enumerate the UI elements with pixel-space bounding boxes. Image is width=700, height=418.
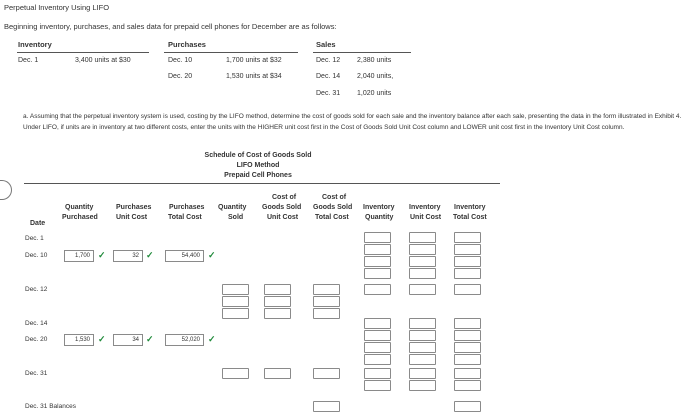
inventory-desc: 3,400 units at $30: [75, 57, 131, 64]
inventory-unit-cost-field[interactable]: [409, 284, 436, 295]
inventory-quantity-field[interactable]: [364, 330, 391, 341]
row-label-dec14: Dec. 14: [25, 320, 48, 327]
cogs-total-cost-field[interactable]: [313, 308, 340, 319]
cogs-total-cost-field[interactable]: [313, 296, 340, 307]
cogs-total-balance-field[interactable]: [313, 401, 340, 412]
inventory-quantity-field[interactable]: [364, 342, 391, 353]
col-inventory-total-cost: Total Cost: [453, 214, 487, 221]
sale-date: Dec. 12: [316, 57, 341, 64]
inventory-quantity-field[interactable]: [364, 318, 391, 329]
quantity-sold-field[interactable]: [222, 308, 249, 319]
inventory-unit-cost-field[interactable]: [409, 354, 436, 365]
inventory-quantity-field[interactable]: [364, 256, 391, 267]
question-text: a. Assuming that the perpetual inventory system is used, costing by the LIFO method, determine the cost of goods sold for each sale and the inventory balance after each sale, presenting the data in the form illustrated in Exhibit 4. Under LIFO, if units are in inventory at two different costs, enter the units with the HIGHER unit cost first in the Cost of Goods Sold Unit Cost column and LOWER unit cost first in the Inventory Unit Cost column.: [23, 113, 682, 131]
dec10-purchase-unit-cost-field[interactable]: 32: [113, 250, 143, 262]
intro-text: Beginning inventory, purchases, and sales data for prepaid cell phones for December are as follows:: [4, 22, 337, 31]
purchases-label: Purchases: [168, 40, 206, 49]
col-cogs-total-cost: Goods Sold: [313, 204, 353, 211]
col-cogs-unit-cost: Unit Cost: [267, 214, 299, 221]
inventory-quantity-field[interactable]: [364, 232, 391, 243]
inventory-rule: [17, 52, 149, 53]
inventory-total-cost-field[interactable]: [454, 318, 481, 329]
cogs-total-cost-field[interactable]: [313, 284, 340, 295]
col-cogs-total-cost: Cost of: [322, 194, 347, 201]
check-icon: ✓: [98, 334, 106, 344]
inventory-quantity-field[interactable]: [364, 354, 391, 365]
inventory-date: Dec. 1: [18, 57, 39, 64]
purchase-desc: 1,700 units at $32: [226, 57, 282, 64]
quantity-sold-field[interactable]: [222, 284, 249, 295]
col-inventory-total-cost: Inventory: [454, 204, 486, 211]
col-cogs-unit-cost: Goods Sold: [262, 204, 302, 211]
purchase-desc: 1,530 units at $34: [226, 73, 282, 80]
inventory-total-cost-field[interactable]: [454, 232, 481, 243]
col-inventory-quantity: Inventory: [363, 204, 395, 211]
col-qty-sold: Sold: [228, 214, 244, 221]
inventory-total-cost-field[interactable]: [454, 354, 481, 365]
sale-date: Dec. 14: [316, 73, 341, 80]
inventory-total-cost-field[interactable]: [454, 244, 481, 255]
row-label-dec10: Dec. 10: [25, 252, 48, 259]
inventory-quantity-field[interactable]: [364, 368, 391, 379]
col-purchase-unit-cost: Purchases: [116, 204, 152, 211]
dec10-qty-purchased-field[interactable]: 1,700: [64, 250, 94, 262]
col-inventory-unit-cost: Unit Cost: [410, 214, 442, 221]
quantity-sold-field[interactable]: [222, 296, 249, 307]
inventory-unit-cost-field[interactable]: [409, 268, 436, 279]
col-purchase-unit-cost: Unit Cost: [116, 214, 148, 221]
check-icon: ✓: [146, 250, 154, 260]
col-inventory-quantity: Quantity: [365, 214, 394, 221]
cogs-total-cost-field[interactable]: [313, 368, 340, 379]
cogs-unit-cost-field[interactable]: [264, 296, 291, 307]
row-label-dec31: Dec. 31: [25, 370, 48, 377]
inventory-label: Inventory: [18, 40, 52, 49]
col-inventory-unit-cost: Inventory: [409, 204, 441, 211]
col-purchase-total-cost: Total Cost: [168, 214, 202, 221]
inventory-quantity-field[interactable]: [364, 380, 391, 391]
inventory-total-cost-field[interactable]: [454, 368, 481, 379]
inventory-total-cost-field[interactable]: [454, 256, 481, 267]
sale-units: 1,020 units: [357, 90, 392, 97]
schedule-rule: [24, 183, 500, 184]
check-icon: ✓: [146, 334, 154, 344]
col-qty-sold: Quantity: [218, 204, 247, 211]
quantity-sold-field[interactable]: [222, 368, 249, 379]
dec10-purchase-total-cost-field[interactable]: 54,400: [165, 250, 204, 262]
check-icon: ✓: [208, 250, 216, 260]
row-label-dec20: Dec. 20: [25, 336, 48, 343]
purchase-date: Dec. 20: [168, 73, 193, 80]
inventory-quantity-field[interactable]: [364, 244, 391, 255]
inventory-total-cost-field[interactable]: [454, 330, 481, 341]
sale-date: Dec. 31: [316, 90, 341, 97]
sale-units: 2,040 units,: [357, 73, 394, 80]
col-qty-purchased: Quantity: [65, 204, 94, 211]
cogs-unit-cost-field[interactable]: [264, 284, 291, 295]
inventory-total-balance-field[interactable]: [454, 401, 481, 412]
sale-units: 2,380 units: [357, 57, 392, 64]
inventory-unit-cost-field[interactable]: [409, 342, 436, 353]
col-date: Date: [30, 220, 46, 227]
inventory-unit-cost-field[interactable]: [409, 380, 436, 391]
inventory-unit-cost-field[interactable]: [409, 256, 436, 267]
inventory-unit-cost-field[interactable]: [409, 318, 436, 329]
inventory-unit-cost-field[interactable]: [409, 330, 436, 341]
schedule-product: Prepaid Cell Phones: [224, 172, 292, 179]
check-icon: ✓: [98, 250, 106, 260]
dec20-purchase-unit-cost-field[interactable]: 34: [113, 334, 143, 346]
col-qty-purchased: Purchased: [62, 214, 98, 221]
cogs-unit-cost-field[interactable]: [264, 368, 291, 379]
inventory-unit-cost-field[interactable]: [409, 244, 436, 255]
inventory-total-cost-field[interactable]: [454, 380, 481, 391]
row-label-dec1: Dec. 1: [25, 235, 44, 242]
cogs-unit-cost-field[interactable]: [264, 308, 291, 319]
sales-label: Sales: [316, 40, 336, 49]
inventory-total-cost-field[interactable]: [454, 268, 481, 279]
inventory-unit-cost-field[interactable]: [409, 232, 436, 243]
col-cogs-total-cost: Total Cost: [315, 214, 349, 221]
dec20-purchase-total-cost-field[interactable]: 52,020: [165, 334, 204, 346]
page-title: Perpetual Inventory Using LIFO: [4, 3, 110, 12]
row-label-balances: Dec. 31 Balances: [25, 403, 76, 410]
schedule-method: LIFO Method: [236, 162, 280, 169]
schedule-title: Schedule of Cost of Goods Sold: [204, 152, 312, 159]
purchases-rule: [164, 52, 298, 53]
inventory-quantity-field[interactable]: [364, 284, 391, 295]
side-panel-tab[interactable]: [0, 180, 12, 200]
col-cogs-unit-cost: Cost of: [272, 194, 297, 201]
dec20-qty-purchased-field[interactable]: 1,530: [64, 334, 94, 346]
inventory-quantity-field[interactable]: [364, 268, 391, 279]
inventory-total-cost-field[interactable]: [454, 342, 481, 353]
check-icon: ✓: [208, 334, 216, 344]
row-label-dec12: Dec. 12: [25, 286, 48, 293]
sales-rule: [313, 52, 411, 53]
col-purchase-total-cost: Purchases: [169, 204, 205, 211]
inventory-total-cost-field[interactable]: [454, 284, 481, 295]
inventory-unit-cost-field[interactable]: [409, 368, 436, 379]
purchase-date: Dec. 10: [168, 57, 193, 64]
